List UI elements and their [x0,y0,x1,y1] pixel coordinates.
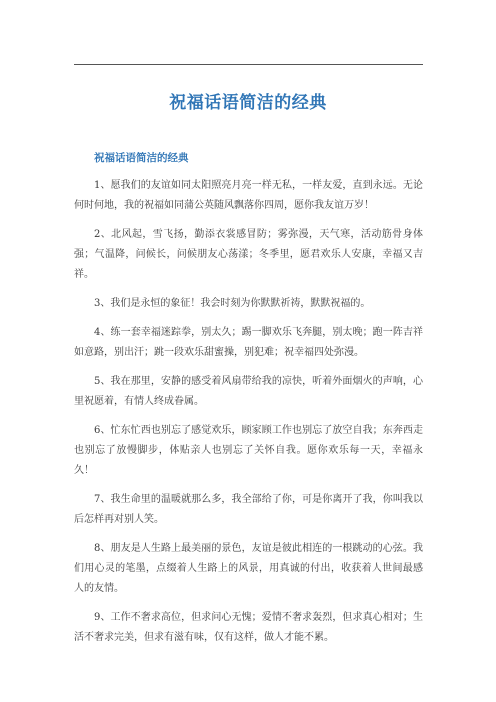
paragraph-5: 5、我在那里，安静的感受着风扇带给我的凉快，听着外面烟火的声响，心里祝愿着，有情人终成眷属。 [74,376,423,407]
paragraph-9: 9、工作不奢求高位，但求问心无愧；爱情不奢求轰烈，但求真心相对；生活不奢求完美，但求有滋有味，仅有这样，做人才能不累。 [74,612,423,643]
paragraph-1: 1、愿我们的友谊如同太阳照亮月亮一样无私，一样友爱，直到永远。无论何时何地，我的祝福如同蒲公英随风飘落你四周，愿你我友谊万岁！ [74,180,423,211]
paragraph-list [74,176,423,657]
paragraph-6: 6、忙东忙西也别忘了感觉欢乐，顾家顾工作也别忘了放空自我；东奔西走也别忘了放慢脚步，体贴亲人也别忘了关怀自我。愿你欢乐每一天，幸福永久！ [74,425,423,476]
document-title: 祝福话语简洁的经典 [169,93,327,113]
section-heading: 祝福话语简洁的经典 [94,152,189,164]
paragraph-3: 3、我们是永恒的象征！我会时刻为你默默祈祷，默默祝福的。 [94,298,371,309]
paragraph-4: 4、练一套幸福迷踪拳，别太久；踢一脚欢乐飞奔腿，别太晚；跑一阵吉祥如意路，别出汗；跳一段欢乐甜蜜操，别犯难；祝幸福四处弥漫。 [74,327,423,358]
header-divider [74,64,423,65]
paragraph-2: 2、北风起，雪飞扬，勤添衣裳感冒防；雾弥漫，天气寒，活动筋骨身体强；气温降，问候长，问候朋友心荡漾；冬季里，愿君欢乐人安康，幸福又吉祥。 [74,229,423,280]
paragraph-8: 8、朋友是人生路上最美丽的景色，友谊是彼此相连的一根跳动的心弦。我们用心灵的笔墨，点缀着人生路上的风景，用真诚的付出，收获着人世间最感人的友情。 [74,543,423,594]
paragraph-7: 7、我生命里的温暖就那么多，我全部给了你，可是你离开了我，你叫我以后怎样再对别人笑。 [74,494,423,525]
